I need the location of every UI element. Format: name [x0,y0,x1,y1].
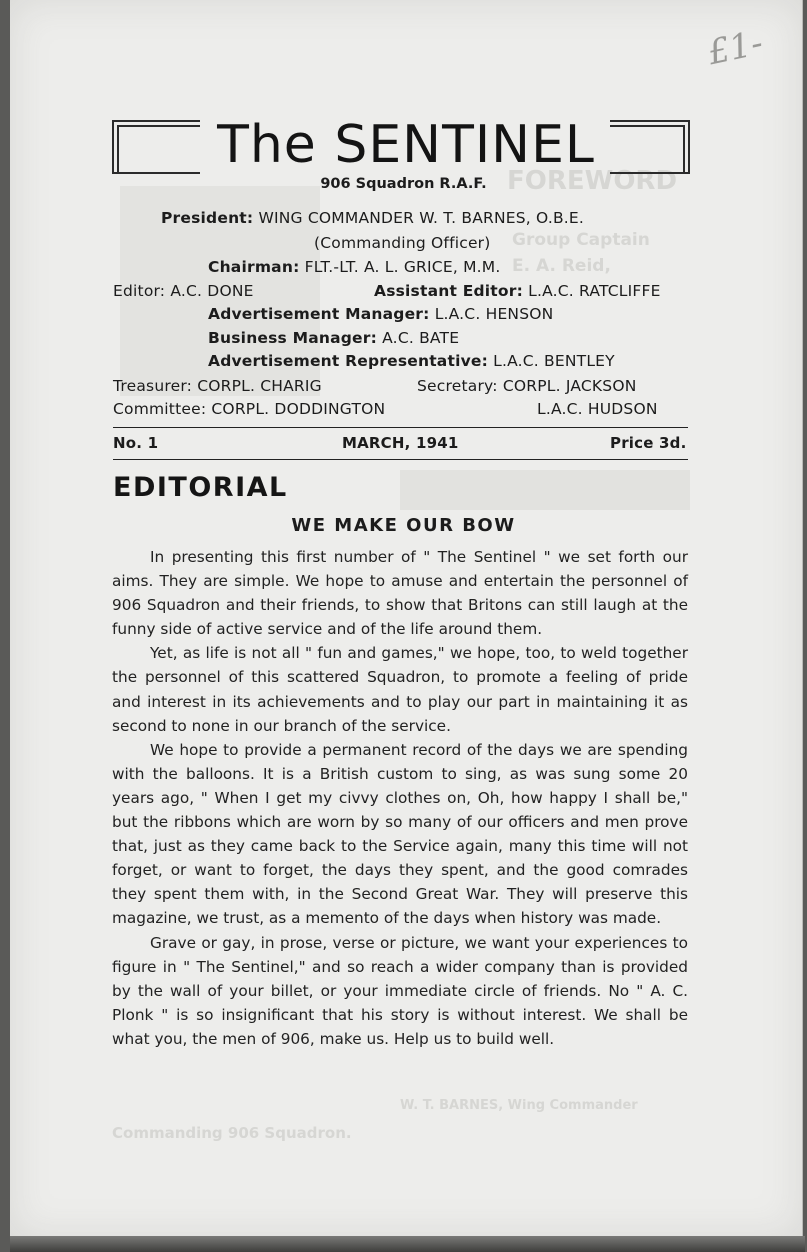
masthead-frame-left [112,120,200,174]
show-through-signature: Commanding 906 Squadron. [112,1124,352,1142]
magazine-title: The SENTINEL [217,115,595,175]
editorial-body [112,545,688,1051]
commanding-officer-note: (Commanding Officer) [314,234,491,252]
assistant-editor-line [374,282,661,300]
editorial-subheading: WE MAKE OUR BOW [291,515,516,536]
editorial-heading: EDITORIAL [113,472,288,503]
editorial-paragraph: In presenting this first number of " The Sentinel " we set forth our aims. They are simple. We hope to amuse and entertain the personnel of 906 Squadron and their friends, to show that Britons can still laugh at the funny side of active service and of the life around them. [112,548,688,639]
show-through-line: E. A. Reid, [512,256,611,276]
ad-manager-label: Advertisement Manager: [208,305,430,323]
editorial-paragraph: Grave or gay, in prose, verse or picture, we want your experiences to figure in " The Sentinel," and so reach a wider company than is provided by the wall of your billet, or your immediate circle of friends. No " A. C. Plonk " is so insignificant that his story is without interest. We shall be what you, the men of 906, make us. Help us to build well. [112,933,688,1048]
secretary-label: Secretary: [417,377,498,395]
ad-manager-line [208,305,553,323]
ad-manager-value: L.A.C. HENSON [434,305,554,323]
editor-line [113,282,254,300]
editorial-paragraph: We hope to provide a permanent record of the days we are spending with the balloons. It is a British custom to sing, as was sung some 20 years ago, " When I get my civvy clothes on, Oh, how happy I shall be," but the ribbons which are worn by so many of our officers and men prove that, just as they came back to the Service again, many this time will not forget, or want to forget, the days they spent, and the good comrades they spent them with, in the Second Great War. They will preserve this magazine, we trust, as a memento of the days when history was made. [112,740,688,928]
president-line [161,209,584,227]
ad-rep-line [208,352,615,370]
secretary-value: CORPL. JACKSON [502,377,637,395]
editor-value: A.C. DONE [170,282,254,300]
page-edge-shadow [10,1236,805,1252]
assistant-editor-label: Assistant Editor: [374,282,523,300]
treasurer-value: CORPL. CHARIG [197,377,322,395]
show-through-block [400,470,690,510]
secretary-line [417,377,637,395]
show-through-foreword: FOREWORD [507,166,678,196]
issue-date: MARCH, 1941 [342,434,459,452]
assistant-editor-value: L.A.C. RATCLIFFE [528,282,661,300]
chairman-line [208,258,500,276]
business-manager-value: A.C. BATE [382,329,460,347]
president-value: WING COMMANDER W. T. BARNES, O.B.E. [258,209,585,227]
show-through-signature: W. T. BARNES, Wing Commander [400,1098,638,1113]
squadron-line: 906 Squadron R.A.F. [320,176,487,192]
divider-bottom [113,459,688,460]
committee-value: CORPL. DODDINGTON [211,400,386,418]
masthead-frame-right [610,120,690,174]
committee-line [113,400,385,418]
masthead [112,112,690,178]
show-through-line: Group Captain [512,230,650,250]
treasurer-label: Treasurer: [113,377,193,395]
president-label: President: [161,209,254,227]
ad-rep-label: Advertisement Representative: [208,352,488,370]
committee-label: Committee: [113,400,207,418]
chairman-value: FLT.-LT. A. L. GRICE, M.M. [304,258,501,276]
editorial-paragraph: Yet, as life is not all " fun and games," we hope, too, to weld together the personnel of this scattered Squadron, to promote a feeling of pride and interest in its achievements and to play our part in maintaining it as second to none in our branch of the service. [112,644,688,735]
treasurer-line [113,377,322,395]
business-manager-line [208,329,459,347]
business-manager-label: Business Manager: [208,329,378,347]
handwritten-price-note: £1- [704,22,767,74]
issue-number: No. 1 [113,434,159,452]
issue-price: Price 3d. [610,434,687,452]
chairman-label: Chairman: [208,258,300,276]
ad-rep-value: L.A.C. BENTLEY [493,352,615,370]
divider-top [113,427,688,428]
editor-label: Editor: [113,282,166,300]
committee-member: L.A.C. HUDSON [537,400,658,418]
